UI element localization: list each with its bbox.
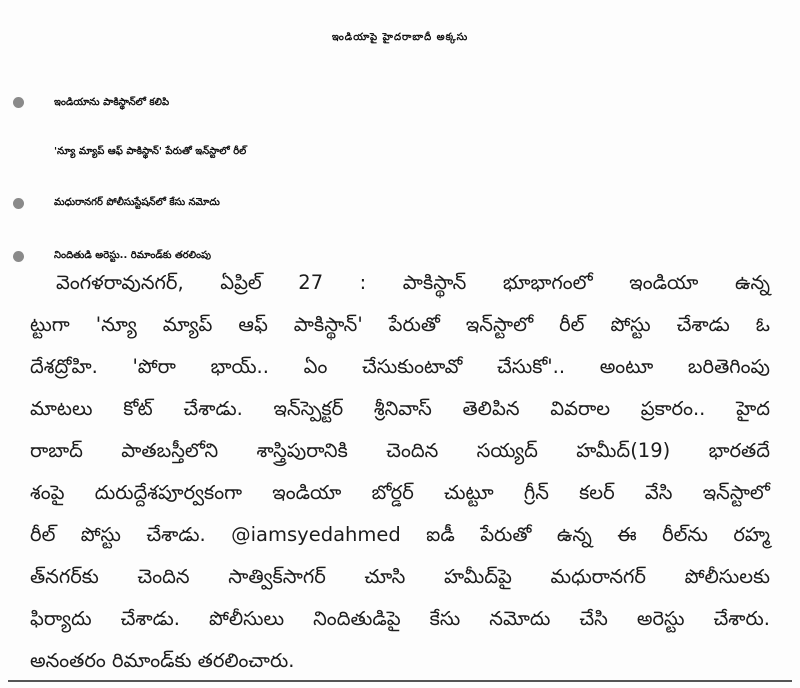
article-line: రీల్ పోస్టు చేశాడు. @iamsyedahmed ఐడీ పేరుతో ఉన్న ఈ రీల్‌ను రహ్మ <box>30 523 770 546</box>
article-line: అనంతరం రిమాండ్‌కు తరలించారు. <box>30 649 295 672</box>
bullet-dot-icon <box>13 97 24 108</box>
article-line: ఫిర్యాదు చేశాడు. పోలీసులు నిందితుడిపై కేసు నమోదు చేసి అరెస్టు చేశారు. <box>30 607 770 630</box>
bottom-divider <box>8 680 792 682</box>
highlight-line: 'న్యూ మ్యాప్ ఆఫ్ పాకిస్థాన్' పేరుతో ఇన్‌స్టాలో రీల్ <box>54 146 247 157</box>
highlight-line: ఇండియాను పాకిస్థాన్‌లో కలిపి <box>54 97 170 108</box>
article-line: శంపై దురుద్దేశపూర్వకంగా ఇండియా బోర్డర్ చుట్టూ గ్రీన్ కలర్ వేసి ఇన్‌స్టాలో <box>30 481 770 504</box>
bullet-dot-icon <box>13 251 24 262</box>
article-line: దేశద్రోహి. 'పోరా భాయ్.. ఏం చేసుకుంటావో చేసుకో'.. అంటూ బరితెగింపు <box>30 355 770 378</box>
article-body <box>30 262 770 682</box>
article-line: వెంగళరావునగర్, ఏప్రిల్ 27 : పాకిస్థాన్ భూభాగంలో ఇండియా ఉన్న <box>56 271 770 294</box>
article-line: త్‌నగర్‌కు చెందిన సాత్విక్‌సాగర్ చూసి హమీద్‌పై మధురానగర్ పోలీసులకు <box>30 565 770 588</box>
bullet-dot-icon <box>13 198 24 209</box>
article-line: రాబాద్ పాతబస్తీలోని శాస్త్రిపురానికి చెందిన సయ్యద్ హమీద్(19) భారతదే <box>30 439 770 462</box>
highlight-item <box>0 78 800 176</box>
highlight-item <box>0 176 800 230</box>
article-line: మాటలు కోట్ చేశాడు. ఇన్‌స్పెక్టర్ శ్రీనివాస్ తెలిపిన వివరాల ప్రకారం.. హైద <box>30 397 770 420</box>
highlights-list <box>0 78 800 282</box>
highlight-line: నిందితుడి అరెస్టు.. రిమాండ్‌కు తరలింపు <box>54 250 212 261</box>
headline: ఇండియాపై హైదరాబాదీ అక్కసు <box>331 32 469 43</box>
article-line: ట్టుగా 'న్యూ మ్యాప్ ఆఫ్ పాకిస్థాన్' పేరుతో ఇన్‌స్టాలో రీల్ పోస్టు చేశాడు ఓ <box>30 313 770 336</box>
highlight-line: మధురానగర్ పోలీసుస్టేషన్‌లో కేసు నమోదు <box>54 197 220 208</box>
